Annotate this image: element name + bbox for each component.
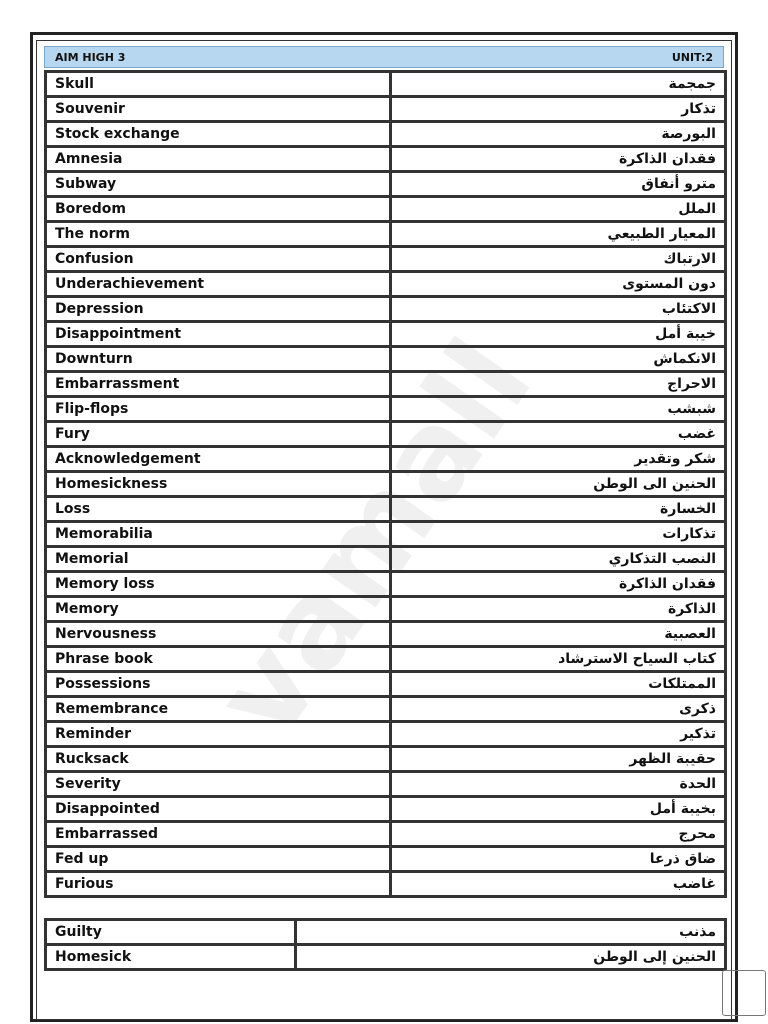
vocab-row — [46, 547, 726, 572]
vocab-row — [46, 72, 726, 97]
vocab-row — [46, 647, 726, 672]
vocab-row — [46, 247, 726, 272]
vocab-definition: العصبية — [391, 622, 726, 647]
vocab-row — [46, 522, 726, 547]
vocab-row — [46, 472, 726, 497]
vocab-term: Severity — [46, 772, 391, 797]
vocab-row — [46, 372, 726, 397]
vocab-row — [46, 197, 726, 222]
vocab-term: Boredom — [46, 197, 391, 222]
vocab-row — [46, 322, 726, 347]
vocab-term: The norm — [46, 222, 391, 247]
vocab-definition: دون المستوى — [391, 272, 726, 297]
vocab-row — [46, 222, 726, 247]
vocab-row — [46, 172, 726, 197]
vocab-term: Memorial — [46, 547, 391, 572]
vocab-term: Memory — [46, 597, 391, 622]
vocab-definition: شبشب — [391, 397, 726, 422]
vocab-definition: الحنين الى الوطن — [391, 472, 726, 497]
vocab-definition: مذنب — [296, 920, 726, 945]
vocab-definition: الذاكرة — [391, 597, 726, 622]
vocab-term: Skull — [46, 72, 391, 97]
vocab-definition: تذكار — [391, 97, 726, 122]
vocab-term: Fury — [46, 422, 391, 447]
vocab-term: Rucksack — [46, 747, 391, 772]
vocab-definition: جمجمة — [391, 72, 726, 97]
vocab-term: Homesickness — [46, 472, 391, 497]
vocab-definition: غضب — [391, 422, 726, 447]
vocab-row — [46, 945, 726, 970]
vocab-term: Remembrance — [46, 697, 391, 722]
vocab-term: Memory loss — [46, 572, 391, 597]
vocab-definition: الاحراج — [391, 372, 726, 397]
vocab-row — [46, 697, 726, 722]
vocab-row — [46, 672, 726, 697]
vocab-row — [46, 622, 726, 647]
vocab-row — [46, 797, 726, 822]
vocab-term: Phrase book — [46, 647, 391, 672]
vocab-definition: كتاب السياح الاسترشاد — [391, 647, 726, 672]
vocab-definition: المعيار الطبيعي — [391, 222, 726, 247]
vocab-term: Embarrassment — [46, 372, 391, 397]
vocab-term: Stock exchange — [46, 122, 391, 147]
vocab-definition: البورصة — [391, 122, 726, 147]
vocab-term: Subway — [46, 172, 391, 197]
vocab-term: Guilty — [46, 920, 296, 945]
vocab-term: Downturn — [46, 347, 391, 372]
vocab-term: Homesick — [46, 945, 296, 970]
vocab-row — [46, 747, 726, 772]
page-header — [44, 46, 724, 68]
vocab-definition: شكر وتقدير — [391, 447, 726, 472]
vocab-definition: الملل — [391, 197, 726, 222]
vocab-term: Memorabilia — [46, 522, 391, 547]
vocab-row — [46, 347, 726, 372]
vocab-row — [46, 397, 726, 422]
vocab-definition: الممتلكات — [391, 672, 726, 697]
vocab-term: Disappointment — [46, 322, 391, 347]
vocab-definition: النصب التذكاري — [391, 547, 726, 572]
vocab-definition: محرج — [391, 822, 726, 847]
vocab-row — [46, 722, 726, 747]
vocab-definition: الحدة — [391, 772, 726, 797]
vocab-term: Possessions — [46, 672, 391, 697]
vocab-definition: فقدان الذاكرة — [391, 572, 726, 597]
vocab-term: Depression — [46, 297, 391, 322]
vocab-row — [46, 772, 726, 797]
vocab-term: Fed up — [46, 847, 391, 872]
vocab-term: Nervousness — [46, 622, 391, 647]
vocab-term: Flip-flops — [46, 397, 391, 422]
vocab-definition: ضاق ذرعا — [391, 847, 726, 872]
vocab-definition: الانكماش — [391, 347, 726, 372]
corner-mark — [722, 970, 766, 1016]
vocab-definition: تذكير — [391, 722, 726, 747]
vocab-term: Amnesia — [46, 147, 391, 172]
vocab-row — [46, 422, 726, 447]
vocab-definition: الارتباك — [391, 247, 726, 272]
vocab-definition: غاضب — [391, 872, 726, 897]
book-title: AIM HIGH 3 — [55, 51, 126, 64]
vocab-row — [46, 122, 726, 147]
vocab-definition: تذكارات — [391, 522, 726, 547]
vocab-row — [46, 822, 726, 847]
vocab-row — [46, 97, 726, 122]
vocab-term: Furious — [46, 872, 391, 897]
vocab-definition: مترو أنفاق — [391, 172, 726, 197]
vocab-definition: بخيبة أمل — [391, 797, 726, 822]
vocab-term: Loss — [46, 497, 391, 522]
adjectives-extra-table — [44, 918, 727, 971]
vocabulary-table — [44, 70, 727, 898]
vocab-term: Confusion — [46, 247, 391, 272]
unit-label: UNIT:2 — [671, 51, 713, 64]
vocab-term: Embarrassed — [46, 822, 391, 847]
vocab-term: Underachievement — [46, 272, 391, 297]
watermark: vamall — [188, 316, 560, 763]
vocab-term: Disappointed — [46, 797, 391, 822]
vocab-row — [46, 297, 726, 322]
vocab-term: Acknowledgement — [46, 447, 391, 472]
vocab-row — [46, 147, 726, 172]
vocab-row — [46, 597, 726, 622]
vocab-row — [46, 572, 726, 597]
vocab-definition: الخسارة — [391, 497, 726, 522]
vocab-definition: ذكرى — [391, 697, 726, 722]
vocab-row — [46, 920, 726, 945]
vocab-term: Souvenir — [46, 97, 391, 122]
vocab-row — [46, 272, 726, 297]
vocab-definition: خيبة أمل — [391, 322, 726, 347]
vocab-definition: الحنين إلى الوطن — [296, 945, 726, 970]
vocab-definition: حقيبة الظهر — [391, 747, 726, 772]
vocab-row — [46, 497, 726, 522]
vocab-definition: فقدان الذاكرة — [391, 147, 726, 172]
vocab-term: Reminder — [46, 722, 391, 747]
vocab-row — [46, 847, 726, 872]
vocab-row — [46, 447, 726, 472]
vocab-definition: الاكتئاب — [391, 297, 726, 322]
vocab-row — [46, 872, 726, 897]
